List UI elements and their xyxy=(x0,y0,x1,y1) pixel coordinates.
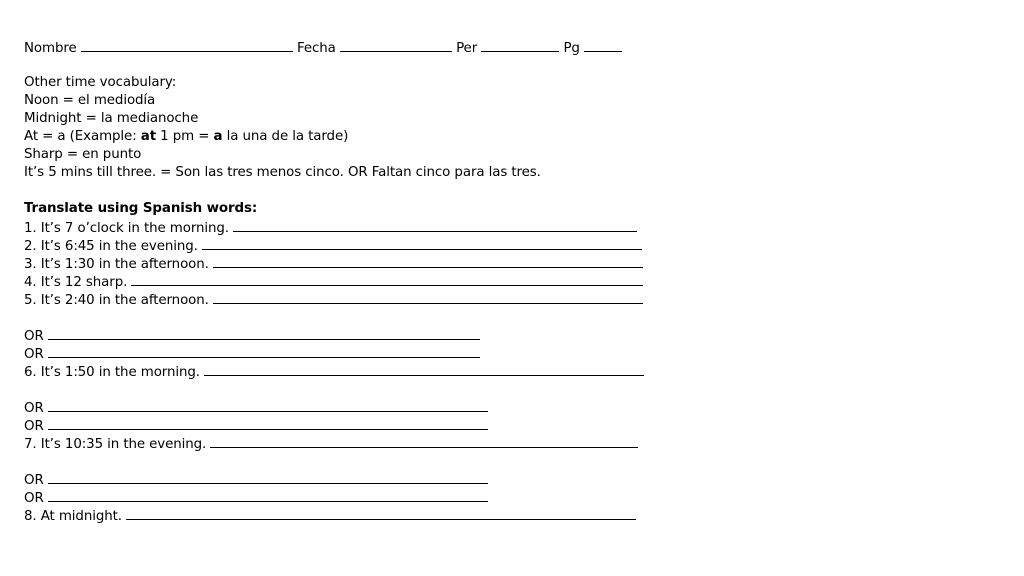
or-line-6b xyxy=(24,416,1014,434)
question-4-text: 4. It’s 12 sharp. xyxy=(24,275,128,290)
or-line-5b xyxy=(24,344,1014,362)
or-line-7a xyxy=(24,470,1014,488)
spacer xyxy=(24,56,1014,74)
vocab-sharp: Sharp = en punto xyxy=(24,147,142,162)
answer-2-blank[interactable] xyxy=(202,236,642,250)
question-8 xyxy=(24,506,1014,524)
spacer xyxy=(24,182,1014,200)
question-1 xyxy=(24,218,1014,236)
question-6-text: 6. It’s 1:50 in the morning. xyxy=(24,365,200,380)
or-7b-blank[interactable] xyxy=(48,488,488,502)
translate-heading-text: Translate using Spanish words: xyxy=(24,201,258,216)
answer-7-blank[interactable] xyxy=(210,434,638,448)
per-blank[interactable] xyxy=(481,38,559,52)
nombre-blank[interactable] xyxy=(81,38,293,52)
spacer xyxy=(24,308,1014,326)
question-4 xyxy=(24,272,1014,290)
vocab-at-prefix: At = a (Example: xyxy=(24,129,141,144)
or-label: OR xyxy=(24,491,44,506)
question-5 xyxy=(24,290,1014,308)
vocab-at-suffix: la una de la tarde) xyxy=(222,129,349,144)
or-label: OR xyxy=(24,347,44,362)
or-6b-blank[interactable] xyxy=(48,416,488,430)
answer-5-blank[interactable] xyxy=(213,290,643,304)
vocab-at xyxy=(24,128,1014,146)
answer-3-blank[interactable] xyxy=(213,254,643,268)
vocab-at-bold-at: at xyxy=(140,129,157,144)
or-5b-blank[interactable] xyxy=(48,344,480,358)
question-2-text: 2. It’s 6:45 in the evening. xyxy=(24,239,198,254)
question-1-text: 1. It’s 7 o’clock in the morning. xyxy=(24,221,229,236)
spacer xyxy=(24,380,1014,398)
nombre-label: Nombre xyxy=(24,41,77,56)
or-label: OR xyxy=(24,401,44,416)
or-label: OR xyxy=(24,329,44,344)
or-label: OR xyxy=(24,473,44,488)
pg-label: Pg xyxy=(563,41,580,56)
or-6a-blank[interactable] xyxy=(48,398,488,412)
worksheet xyxy=(24,38,1014,524)
answer-6-blank[interactable] xyxy=(204,362,644,376)
vocab-at-mid: 1 pm = xyxy=(156,129,214,144)
fecha-label: Fecha xyxy=(296,41,336,56)
or-line-7b xyxy=(24,488,1014,506)
or-7a-blank[interactable] xyxy=(48,470,488,484)
per-label: Per xyxy=(456,41,478,56)
vocab-till: It’s 5 mins till three. = Son las tres menos cinco. OR Faltan cinco para las tres. xyxy=(24,165,541,180)
vocab-heading: Other time vocabulary: xyxy=(24,75,177,90)
answer-1-blank[interactable] xyxy=(233,218,637,232)
vocab-noon: Noon = el mediodía xyxy=(24,93,156,108)
pg-blank[interactable] xyxy=(584,38,622,52)
question-6 xyxy=(24,362,1014,380)
question-8-text: 8. At midnight. xyxy=(24,509,122,524)
question-7 xyxy=(24,434,1014,452)
header-line xyxy=(24,38,1014,56)
or-line-6a xyxy=(24,398,1014,416)
question-3 xyxy=(24,254,1014,272)
fecha-blank[interactable] xyxy=(340,38,452,52)
or-5a-blank[interactable] xyxy=(48,326,480,340)
question-7-text: 7. It’s 10:35 in the evening. xyxy=(24,437,207,452)
translate-heading xyxy=(24,200,1014,218)
or-line-5a xyxy=(24,326,1014,344)
vocab-midnight: Midnight = la medianoche xyxy=(24,111,199,126)
question-2 xyxy=(24,236,1014,254)
spacer xyxy=(24,452,1014,470)
vocab-at-bold-a: a xyxy=(213,129,223,144)
answer-4-blank[interactable] xyxy=(131,272,643,286)
or-label: OR xyxy=(24,419,44,434)
question-3-text: 3. It’s 1:30 in the afternoon. xyxy=(24,257,209,272)
question-5-text: 5. It’s 2:40 in the afternoon. xyxy=(24,293,209,308)
answer-8-blank[interactable] xyxy=(126,506,636,520)
